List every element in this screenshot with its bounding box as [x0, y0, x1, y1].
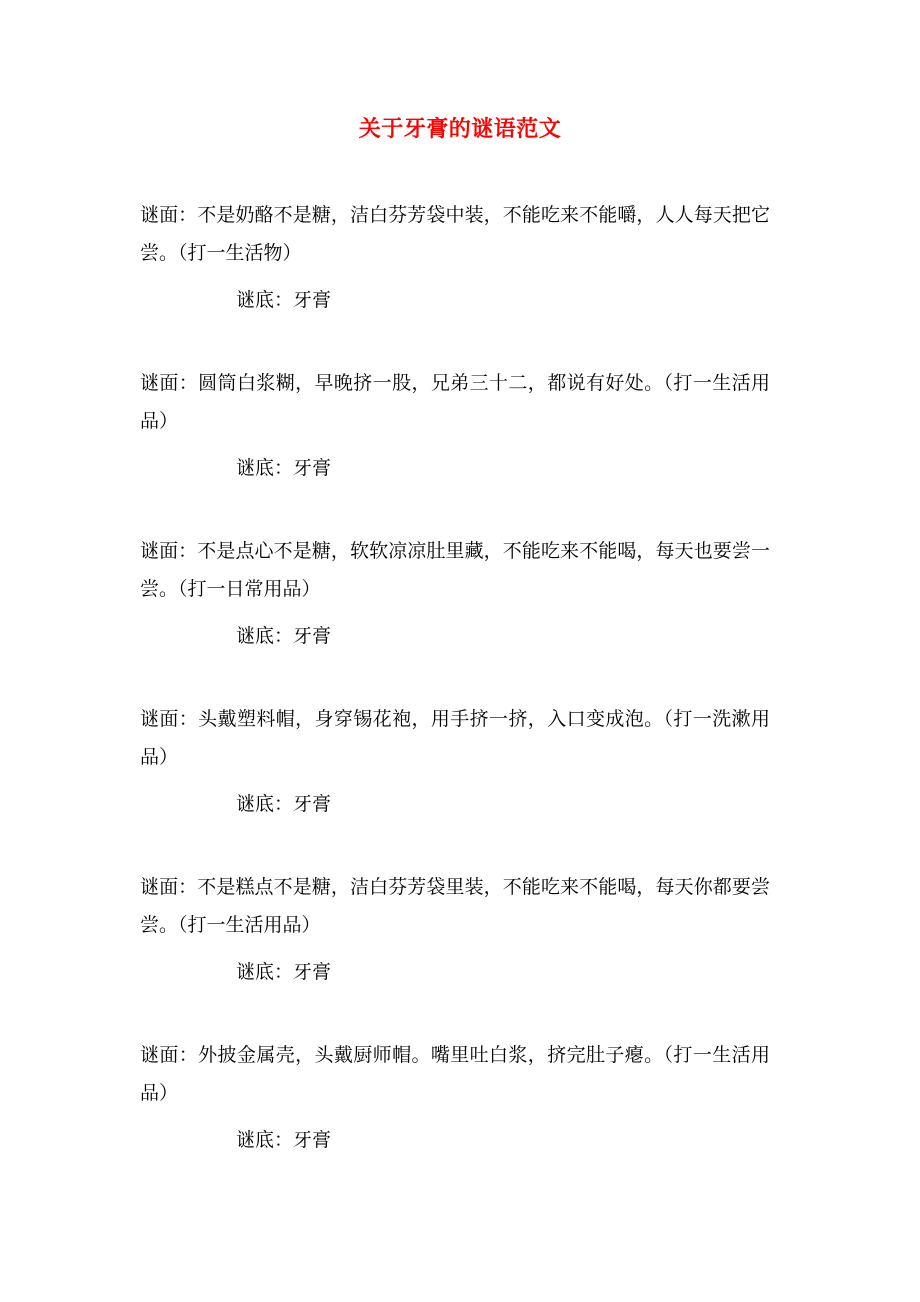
- document-title: 关于牙膏的谜语范文: [358, 116, 562, 142]
- riddle-question: 谜面：不是糕点不是糖，洁白芬芳袋里装，不能吃来不能喝，每天你都要尝尝。（打一生活用品）: [140, 876, 770, 936]
- riddle-question: 谜面：头戴塑料帽，身穿锡花袍，用手挤一挤，入口变成泡。（打一洗漱用品）: [140, 708, 770, 768]
- riddle-answer: 谜底：牙膏: [236, 793, 332, 815]
- riddle-answer: 谜底：牙膏: [236, 961, 332, 983]
- riddle-question: 谜面：外披金属壳，头戴厨师帽。嘴里吐白浆，挤完肚子瘪。（打一生活用品）: [140, 1044, 770, 1104]
- riddle-2: [140, 364, 770, 486]
- riddle-5: [140, 868, 770, 990]
- riddle-question: 谜面：不是奶酪不是糖，洁白芬芳袋中装，不能吃来不能嚼，人人每天把它尝。（打一生活物）: [140, 204, 770, 264]
- riddle-question: 谜面：不是点心不是糖，软软凉凉肚里藏，不能吃来不能喝，每天也要尝一尝。（打一日常用品）: [140, 540, 770, 600]
- riddle-4: [140, 700, 770, 822]
- riddle-answer: 谜底：牙膏: [236, 625, 332, 647]
- riddle-answer: 谜底：牙膏: [236, 457, 332, 479]
- riddle-question: 谜面：圆筒白浆糊，早晚挤一股，兄弟三十二，都说有好处。（打一生活用品）: [140, 372, 770, 432]
- riddle-answer: 谜底：牙膏: [236, 1129, 332, 1151]
- riddle-answer: 谜底：牙膏: [236, 289, 332, 311]
- riddle-6: [140, 1036, 770, 1158]
- riddle-3: [140, 532, 770, 654]
- riddle-1: [140, 196, 770, 318]
